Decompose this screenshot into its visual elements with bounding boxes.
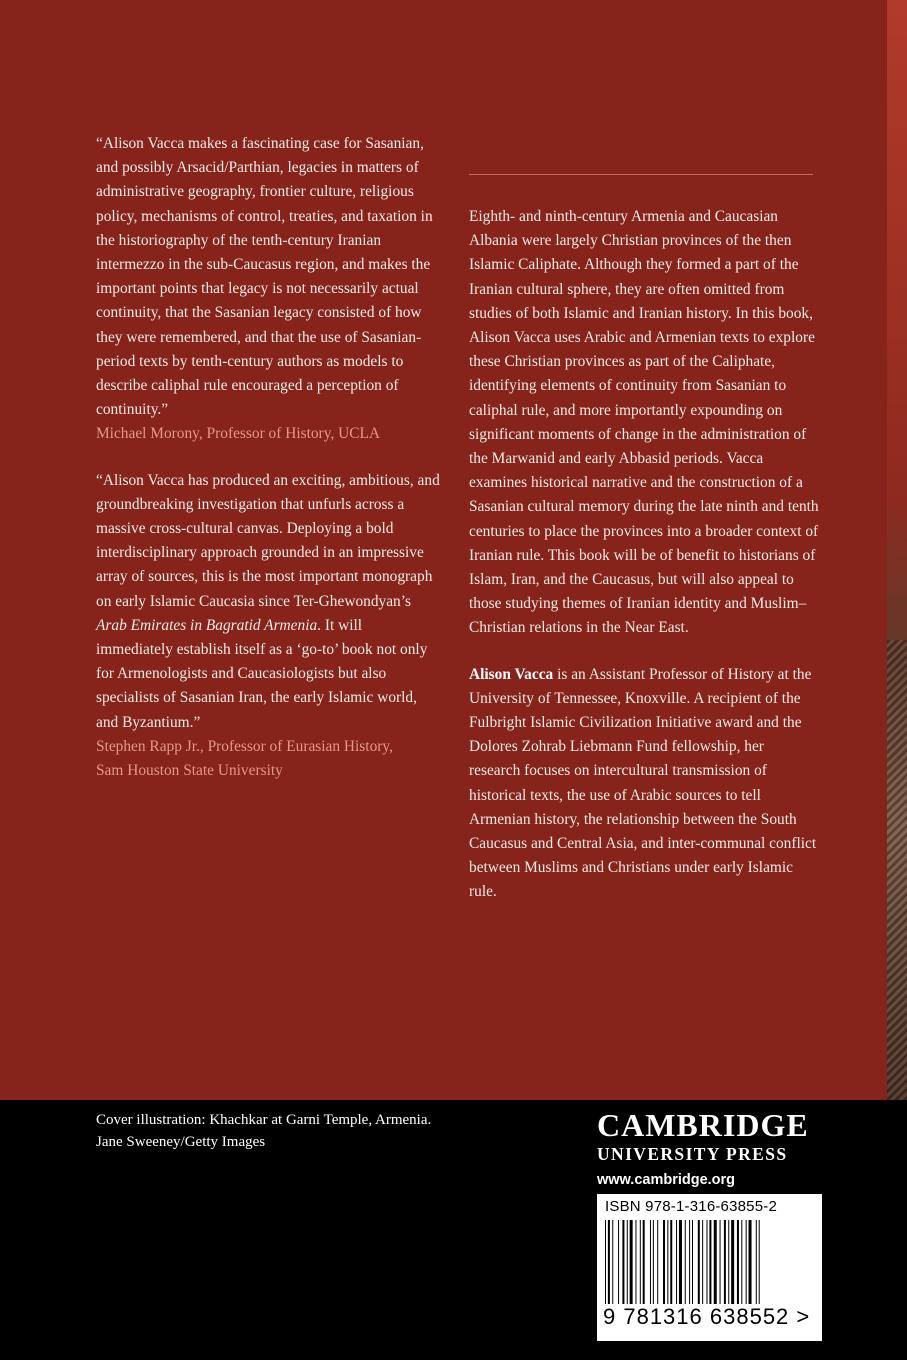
author-bio — [469, 663, 819, 905]
khachkar-texture — [887, 640, 907, 1100]
publisher-logo — [597, 1108, 823, 1190]
endorsement-2-attribution-line2: Sam Houston State University — [96, 762, 283, 780]
publisher-url: www.cambridge.org — [597, 1172, 736, 1188]
publisher-subtitle: UNIVERSITY PRESS — [597, 1144, 788, 1164]
publisher-name: CAMBRIDGE — [597, 1107, 809, 1143]
endorsement-2-text-b: . It will immediately establish itself as a ‘go-to’ book not only for Armenologists and Caucasiologists but also specialists of Sasanian Iran, the early Islamic world, and Byzantium.” — [96, 616, 428, 731]
endorsements — [96, 132, 441, 783]
isbn-barcode — [597, 1194, 822, 1341]
barcode-digits: 9 781316 638552 > — [601, 1304, 819, 1330]
barcode-bars — [605, 1220, 812, 1310]
endorsement-2-text-a: “Alison Vacca has produced an exciting, ambitious, and groundbreaking investigation that unfurls across a massive cross-cultural canvas. Deploying a bold interdisciplinary approach grounded in an impressive array of sources, this is the most important monograph on early Islamic Caucasia since Ter-Ghewondyan’s — [96, 471, 440, 610]
endorsement-1-attribution: Michael Morony, Professor of History, UCLA — [96, 425, 380, 443]
endorsement-2 — [96, 469, 441, 735]
endorsement-2-attribution-line1: Stephen Rapp Jr., Professor of Eurasian History, — [96, 737, 393, 755]
divider-rule — [469, 174, 813, 175]
author-name: Alison Vacca — [469, 665, 554, 683]
book-description-column — [469, 205, 819, 905]
book-description: Eighth- and ninth-century Armenia and Caucasian Albania were largely Christian provinces of the then Islamic Caliphate. Although they formed a part of the Iranian cultural sphere, they are often omitted from studies of both Islamic and Iranian history. In this book, Alison Vacca uses Arabic and Armenian texts to explore these Christian provinces as part of the Caliphate, identifying elements of continuity from Sasanian to caliphal rule, and more importantly expounding on significant moments of change in the administration of the Marwanid and early Abbasid periods. Vacca examines historical narrative and the construction of a Sasanian cultural memory during the late ninth and tenth centuries to place the provinces into a broader context of Iranian rule. This book will be of benefit to historians of Islam, Iran, and the Caucasus, but will also appeal to those studying themes of Iranian identity and Muslim–Christian relations in the Near East. — [469, 208, 819, 637]
cover-credit-line2: Jane Sweeney/Getty Images — [96, 1134, 266, 1150]
endorsement-1: “Alison Vacca makes a fascinating case for Sasanian, and possibly Arsacid/Parthian, legacies in matters of administrative geography, frontier culture, religious policy, mechanisms of control, treaties, and taxation in the historiography of the tenth-century Iranian intermezzo in the sub-Caucasus region, and makes the important points that legacy is not necessarily actual continuity, that the Sasanian legacy consisted of how they were remembered, and that the use of Sasanian-period texts by tenth-century authors as models to describe caliphal rule encouraged a perception of continuity.” — [96, 135, 433, 419]
cover-credit — [96, 1109, 516, 1153]
author-bio-text: is an Assistant Professor of History at the University of Tennessee, Knoxville. A recipient of the Fulbright Islamic Civilization Initiative award and the Dolores Zohrab Liebmann Fund fellowship, her research focuses on intercultural transmission of historical texts, the use of Arabic sources to tell Armenian history, the relationship between the South Caucasus and Central Asia, and inter-communal conflict between Muslims and Christians under early Islamic rule. — [469, 665, 817, 901]
isbn-label: ISBN 978-1-316-63855-2 — [605, 1198, 778, 1215]
cover-credit-line1: Cover illustration: Khachkar at Garni Temple, Armenia. — [96, 1112, 432, 1128]
endorsement-2-book-title: Arab Emirates in Bagratid Armenia — [96, 616, 318, 634]
